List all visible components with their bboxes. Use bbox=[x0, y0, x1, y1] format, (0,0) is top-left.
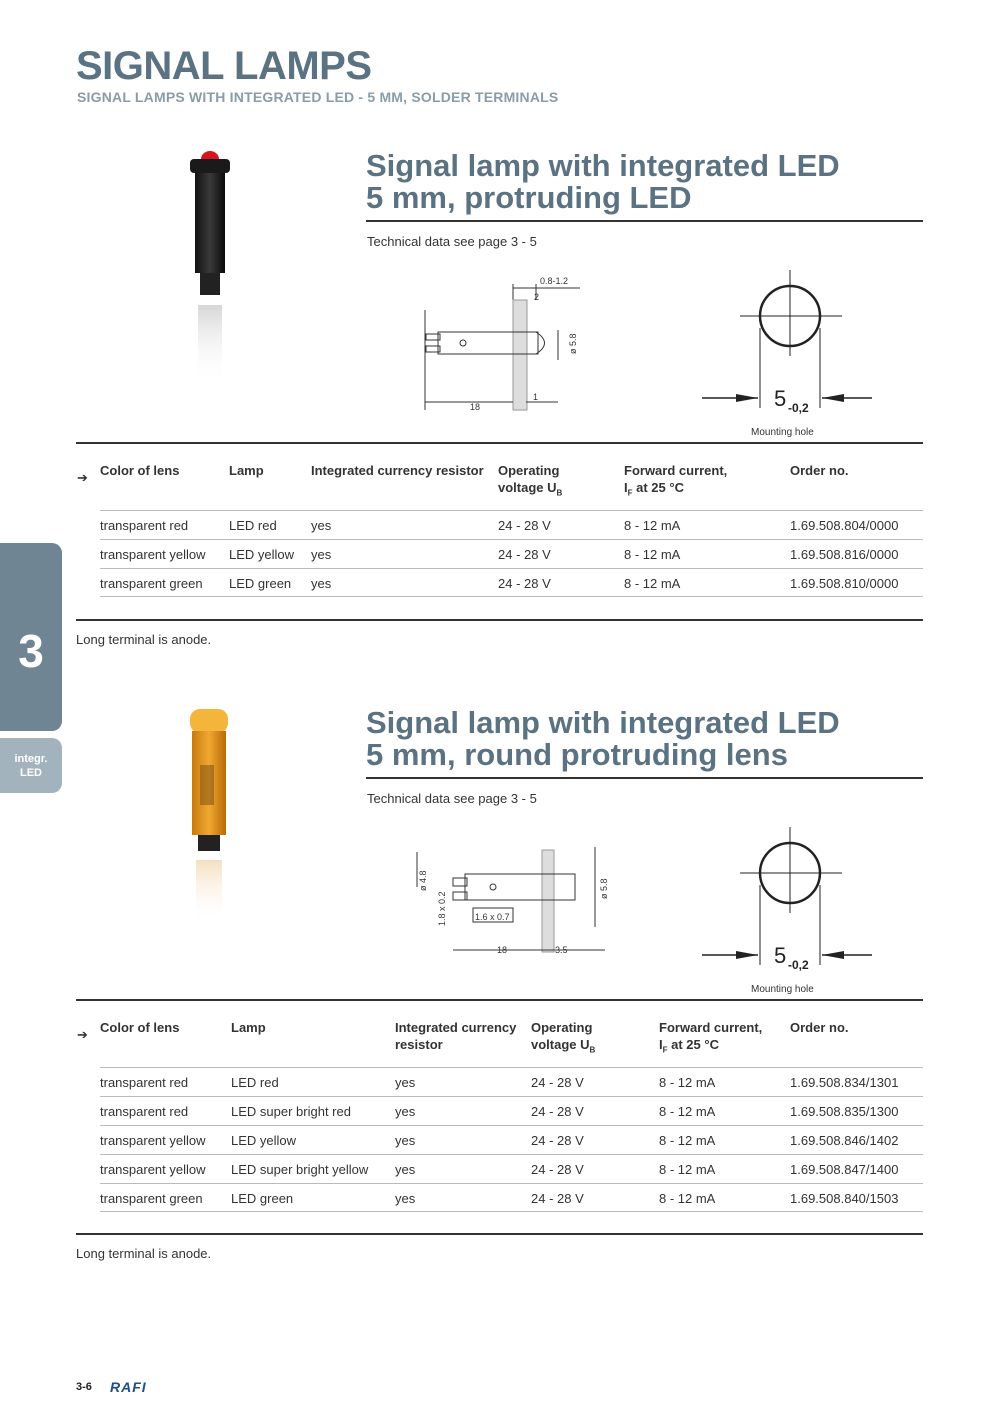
cell-color: transparent red bbox=[100, 1075, 189, 1090]
cell-order-no: 1.69.508.810/0000 bbox=[790, 576, 899, 591]
cell-voltage: 24 - 28 V bbox=[498, 547, 551, 562]
cell-lamp: LED red bbox=[231, 1075, 279, 1090]
cell-voltage: 24 - 28 V bbox=[531, 1075, 584, 1090]
dim-label: 18 bbox=[497, 945, 508, 955]
cell-voltage: 24 - 28 V bbox=[498, 518, 551, 533]
mounting-hole-drawing-2 bbox=[700, 825, 875, 975]
mounting-tolerance: -0,2 bbox=[788, 401, 809, 415]
col-header-voltage: Operating voltage $U_B$ bbox=[498, 463, 563, 498]
col-header-lamp: Lamp bbox=[229, 463, 264, 478]
mounting-hole-drawing-1 bbox=[700, 268, 875, 418]
cell-order-no: 1.69.508.804/0000 bbox=[790, 518, 899, 533]
col-header-current: Forward current, $I_F$ at 25 °C bbox=[659, 1020, 763, 1055]
brand-logo: RAFI bbox=[110, 1379, 147, 1395]
chapter-number: 3 bbox=[18, 625, 44, 677]
section-rule bbox=[366, 777, 923, 779]
table-row bbox=[100, 1067, 923, 1096]
col-header-order: Order no. bbox=[790, 1020, 849, 1035]
col-header-lamp: Lamp bbox=[231, 1020, 266, 1035]
dimension-drawing-1 bbox=[418, 270, 593, 415]
mounting-hole-label: Mounting hole bbox=[751, 984, 814, 995]
footnote: Long terminal is anode. bbox=[76, 1246, 212, 1261]
dimension-drawing-2 bbox=[405, 842, 610, 962]
cell-color: transparent green bbox=[100, 1191, 203, 1206]
cell-lamp: LED green bbox=[229, 576, 292, 591]
tech-data-note: Technical data see page 3 - 5 bbox=[367, 791, 537, 806]
cell-color: transparent yellow bbox=[100, 1162, 206, 1177]
table-row bbox=[100, 1154, 923, 1183]
mounting-hole-label: Mounting hole bbox=[751, 427, 814, 438]
table-row bbox=[100, 510, 923, 539]
cell-order-no: 1.69.508.834/1301 bbox=[790, 1075, 899, 1090]
table-row bbox=[100, 539, 923, 568]
section-title: Signal lamp with integrated LED 5 mm, round protruding lens bbox=[366, 705, 840, 772]
cell-lamp: LED super bright red bbox=[231, 1104, 351, 1119]
table-bottom-rule bbox=[76, 1233, 923, 1235]
cell-order-no: 1.69.508.846/1402 bbox=[790, 1133, 899, 1148]
cell-current: 8 - 12 mA bbox=[659, 1075, 716, 1090]
cell-color: transparent red bbox=[100, 1104, 189, 1119]
cell-current: 8 - 12 mA bbox=[659, 1162, 716, 1177]
table-row bbox=[100, 1096, 923, 1125]
cell-order-no: 1.69.508.847/1400 bbox=[790, 1162, 899, 1177]
cell-order-no: 1.69.508.840/1503 bbox=[790, 1191, 899, 1206]
cell-lamp: LED green bbox=[231, 1191, 294, 1206]
cell-current: 8 - 12 mA bbox=[659, 1191, 716, 1206]
cell-resistor: yes bbox=[395, 1191, 416, 1206]
col-header-order: Order no. bbox=[790, 463, 849, 478]
cell-voltage: 24 - 28 V bbox=[531, 1162, 584, 1177]
cell-resistor: yes bbox=[311, 547, 332, 562]
cell-voltage: 24 - 28 V bbox=[531, 1133, 584, 1148]
table-row bbox=[100, 1183, 923, 1212]
cell-resistor: yes bbox=[395, 1162, 416, 1177]
cell-lamp: LED yellow bbox=[229, 547, 295, 562]
table-top-rule bbox=[76, 442, 923, 444]
arrow-icon: ➔ bbox=[77, 470, 88, 485]
product-photo-yellow-lamp bbox=[172, 705, 247, 930]
page-number: 3-6 bbox=[76, 1381, 92, 1393]
cell-lamp: LED red bbox=[229, 518, 277, 533]
cell-lamp: LED super bright yellow bbox=[231, 1162, 369, 1177]
product-photo-red-lamp bbox=[170, 145, 250, 390]
cell-color: transparent yellow bbox=[100, 547, 206, 562]
cell-current: 8 - 12 mA bbox=[659, 1133, 716, 1148]
page-title: SIGNAL LAMPS bbox=[76, 44, 372, 88]
cell-voltage: 24 - 28 V bbox=[498, 576, 551, 591]
dim-label: 2 bbox=[534, 292, 540, 302]
col-header-current: Forward current, $I_F$ at 25 °C bbox=[624, 463, 728, 498]
cell-color: transparent yellow bbox=[100, 1133, 206, 1148]
col-header-color: Color of lens bbox=[100, 1020, 180, 1035]
section-title: Signal lamp with integrated LED 5 mm, protruding LED bbox=[366, 148, 840, 215]
cell-resistor: yes bbox=[395, 1133, 416, 1148]
subchapter-label: integr. LED bbox=[14, 753, 48, 779]
cell-current: 8 - 12 mA bbox=[624, 518, 681, 533]
table-row bbox=[100, 568, 923, 597]
table-top-rule bbox=[76, 999, 923, 1001]
section-rule bbox=[366, 220, 923, 222]
dim-label: ø 5.8 bbox=[599, 878, 609, 899]
cell-resistor: yes bbox=[311, 518, 332, 533]
cell-resistor: yes bbox=[395, 1104, 416, 1119]
col-header-color: Color of lens bbox=[100, 463, 180, 478]
mounting-tolerance: -0,2 bbox=[788, 958, 809, 972]
page-subtitle: SIGNAL LAMPS WITH INTEGRATED LED - 5 MM, SOLDER TERMINALS bbox=[77, 89, 559, 105]
cell-current: 8 - 12 mA bbox=[624, 547, 681, 562]
dim-label: 1 bbox=[533, 392, 539, 402]
cell-lamp: LED yellow bbox=[231, 1133, 297, 1148]
cell-current: 8 - 12 mA bbox=[624, 576, 681, 591]
dim-label: 1.6 x 0.7 bbox=[475, 912, 510, 922]
cell-current: 8 - 12 mA bbox=[659, 1104, 716, 1119]
tech-data-note: Technical data see page 3 - 5 bbox=[367, 234, 537, 249]
col-header-resistor: Integrated currency resistor bbox=[395, 1020, 517, 1052]
col-header-resistor: Integrated currency resistor bbox=[311, 463, 484, 478]
table-row bbox=[100, 1125, 923, 1154]
dim-label: 1.8 x 0.2 bbox=[437, 891, 447, 926]
cell-voltage: 24 - 28 V bbox=[531, 1191, 584, 1206]
dim-label: 18 bbox=[470, 402, 481, 412]
col-header-voltage: Operating voltage $U_B$ bbox=[531, 1020, 596, 1055]
cell-order-no: 1.69.508.835/1300 bbox=[790, 1104, 899, 1119]
table-bottom-rule bbox=[76, 619, 923, 621]
dim-label: 0.8-1.2 bbox=[540, 276, 569, 286]
cell-resistor: yes bbox=[311, 576, 332, 591]
dim-label: ø 4.8 bbox=[418, 870, 428, 891]
cell-order-no: 1.69.508.816/0000 bbox=[790, 547, 899, 562]
cell-color: transparent green bbox=[100, 576, 203, 591]
dim-label: 3.5 bbox=[555, 945, 568, 955]
mounting-dim: 5 bbox=[774, 943, 787, 968]
mounting-dim: 5 bbox=[774, 386, 787, 411]
cell-resistor: yes bbox=[395, 1075, 416, 1090]
footnote: Long terminal is anode. bbox=[76, 632, 212, 647]
arrow-icon: ➔ bbox=[77, 1027, 88, 1042]
cell-color: transparent red bbox=[100, 518, 189, 533]
cell-voltage: 24 - 28 V bbox=[531, 1104, 584, 1119]
dim-label: ø 5.8 bbox=[568, 333, 578, 354]
